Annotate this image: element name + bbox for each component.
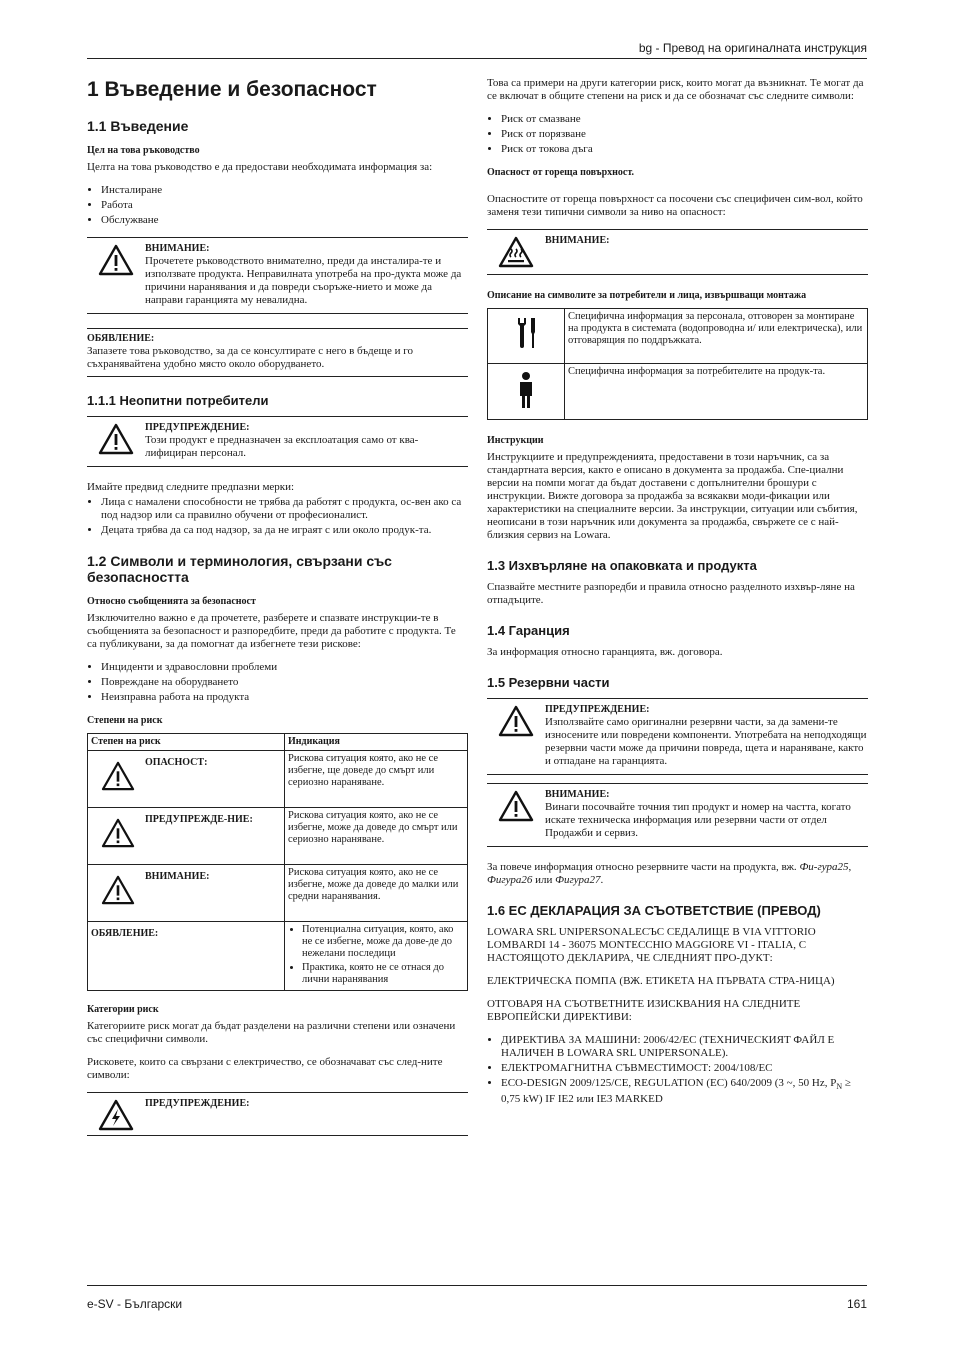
- spare-parts-caution: [487, 783, 868, 847]
- list-item: • Лица с намалени способности не трябва да работят с продукта, ос-вен ако са под надзор или са правилно обучени от професионалист.: [101, 496, 468, 522]
- list-item: • Повреждане на оборудването: [101, 676, 468, 689]
- warning-notice: [87, 416, 468, 467]
- risk-label: ОПАСНОСТ:: [145, 757, 208, 768]
- symbol-description: Специфична информация за персонала, отговорен за монтиране на продукта в системата (водопроводна и/ или електрическа), или отговарящия по поддръжката.: [565, 309, 868, 364]
- table-row: [488, 309, 868, 364]
- figure-link[interactable]: Фигура27: [555, 874, 601, 886]
- electrical-warning-notice: [87, 1092, 468, 1136]
- warning-triangle-icon: [101, 818, 135, 848]
- spare-parts-warning: [487, 698, 868, 775]
- section-1-2-heading: 1.2 Символи и терминология, свързани със безопасността: [87, 553, 392, 585]
- electrical-risks-text: Рисковете, които са свързани с електричество, се обозначават със след-ните символи:: [87, 1056, 443, 1081]
- notice-title: ВНИМАНИЕ:: [145, 243, 210, 254]
- list-item: • Риск от смазване: [501, 113, 868, 126]
- list-item: • Неизправна работа на продукта: [101, 691, 468, 704]
- risk-levels-subheading: Степени на риск: [87, 715, 163, 726]
- declaration-product: ЕЛЕКТРИЧЕСКА ПОМПА (ВЖ. ЕТИКЕТА НА ПЪРВАТА СТРА-НИЦА): [487, 975, 835, 987]
- caution-notice: [87, 237, 468, 314]
- notice-text: Използвайте само оригинални резервни части, за да замени-те износените или повредени компоненти. Употребата на неподходящи резервни части може да причини повреда, щета и нараняване, както и отпадане на гаранцията.: [545, 716, 867, 767]
- warning-triangle-icon: [101, 875, 135, 905]
- safety-messages-text: Изключително важно е да прочетете, разберете и спазвате инструкции-те в съобщенията за безопасност и разпоредбите, преди да работите с продукта. Те са публикувани, за да помогнат да избегнете тези рискове:: [87, 612, 456, 650]
- table-row: [488, 364, 868, 420]
- notice-text: Запазете това ръководство, за да се консултирате с него в бъдеще и го съхранявайтена удобно място около оборудването.: [87, 345, 414, 370]
- tools-icon: [513, 316, 539, 352]
- notice-block: [87, 328, 468, 377]
- table-header: Индикация: [285, 734, 468, 751]
- list-item: • Потенциална ситуация, която, ако не се избегне, може да дове-де до нежелани последици: [302, 924, 464, 960]
- declaration-directives-intro: ОТГОВАРЯ НА СЪОТВЕТНИТЕ ИЗИСКВАНИЯ НА СЛЕДНИТЕ ЕВРОПЕЙСКИ ДИРЕКТИВИ:: [487, 998, 801, 1023]
- figure-link[interactable]: Фи-гура25: [799, 861, 849, 873]
- warning-triangle-icon: [98, 423, 134, 455]
- list-item: • Работа: [101, 199, 468, 212]
- right-column: [487, 77, 868, 1116]
- section-1-4-heading: 1.4 Гаранция: [487, 623, 570, 638]
- precautions-list: [87, 496, 468, 537]
- purpose-list: [87, 184, 468, 227]
- symbols-subheading: Описание на символите за потребители и лица, извършващи монтажа: [487, 290, 807, 301]
- chapter-title: 1 Въведение и безопасност: [87, 78, 377, 101]
- warning-triangle-icon: [498, 790, 534, 822]
- notice-title: ОБЯВЛЕНИЕ:: [87, 333, 155, 344]
- hot-surface-text: Опасностите от гореща повърхност са посочени със специфичен сим-вол, който заменя тези типични символи за ниво на опасност:: [487, 193, 863, 218]
- table-row: [88, 865, 468, 922]
- user-icon: [517, 371, 535, 409]
- notice-text: Прочетете ръководството внимателно, преди да инсталира-те и използвате продукта. Неправилната употреба на про-дукта може да причини наранявания и да повреди съоръже-нието и може да направи гаранцията му невалидна.: [145, 255, 462, 306]
- risk-categories-subheading: Категории риск: [87, 1004, 159, 1015]
- precautions-intro: Имайте предвид следните предпазни мерки:: [87, 481, 295, 493]
- notice-title: ПРЕДУПРЕЖДЕНИЕ:: [545, 704, 650, 715]
- risk-levels-table: [87, 733, 468, 991]
- table-header: Степен на риск: [88, 734, 285, 751]
- hot-surface-icon: [498, 236, 534, 268]
- risk-description: Рискова ситуация която, ако не се избегне, може да доведе до смърт или сериозно нараняване.: [285, 808, 468, 865]
- risk-description: Рискова ситуация която, ако не се избегне, ще доведе до смърт или сериозно нараняване.: [285, 751, 468, 808]
- hot-surface-notice: [487, 229, 868, 275]
- section-1-5-heading: 1.5 Резервни части: [487, 675, 610, 690]
- risks-list: [87, 661, 468, 704]
- notice-title: ПРЕДУПРЕЖДЕНИЕ:: [145, 422, 250, 433]
- running-header: bg - Превод на оригиналната инструкция: [638, 41, 867, 55]
- risk-label: ВНИМАНИЕ:: [145, 871, 210, 882]
- electric-hazard-icon: [98, 1099, 134, 1131]
- list-item: • ЕЛЕКТРОМАГНИТНА СЪВМЕСТИМОСТ: 2004/108/ЕС: [501, 1062, 868, 1075]
- notice-list: [288, 924, 464, 986]
- list-item: • ECO-DESIGN 2009/125/CE, REGULATION (EC) 640/2009 (3 ~, 50 Hz, $P_N \ge 0,75$ kW) IF IE2 или IE3 MARKED: [501, 1077, 868, 1106]
- header-rule: [87, 58, 867, 59]
- table-row: [88, 808, 468, 865]
- section-1-6-heading: 1.6 ЕС ДЕКЛАРАЦИЯ ЗА СЪОТВЕТСТВИЕ (ПРЕВОД): [487, 903, 821, 918]
- instructions-subheading: Инструкции: [487, 435, 544, 446]
- list-item: • Риск от порязване: [501, 128, 868, 141]
- notice-title: ПРЕДУПРЕЖДЕНИЕ:: [145, 1098, 250, 1109]
- risk-categories-text: Категориите риск могат да бъдат разделени на различни степени или означени със специфични символи.: [87, 1020, 456, 1045]
- table-row: [88, 922, 468, 991]
- other-risks-text: Това са примери на други категории риск, които могат да възникнат. Те могат да се включат в общите степени на риск и да се обозначат със следните символи:: [487, 77, 864, 102]
- table-row: [88, 751, 468, 808]
- reference-text: За повече информация относно резервните части на продукта, вж.: [487, 861, 797, 873]
- risk-description: Рискова ситуация която, ако не се избегне, може да доведе до малки или средни наранявания.: [285, 865, 468, 922]
- notice-text: Винаги посочвайте точния тип продукт и номер на частта, когато искате техническа информация или резервни части от отдел Продажби и сервиз.: [545, 801, 851, 839]
- purpose-text: Целта на това ръководство е да предостави необходимата информация за:: [87, 161, 433, 173]
- list-item: • Инсталиране: [101, 184, 468, 197]
- list-item: • ДИРЕКТИВА ЗА МАШИНИ: 2006/42/ЕС (ТЕХНИЧЕСКИЯТ ФАЙЛ Е НАЛИЧЕН В LOWARA SRL UNIPERSONALE).: [501, 1034, 868, 1060]
- warning-triangle-icon: [101, 761, 135, 791]
- other-risks-list: [487, 113, 868, 156]
- notice-title: ВНИМАНИЕ:: [545, 789, 610, 800]
- user-symbols-table: [487, 308, 868, 420]
- section-1-1-1-heading: 1.1.1 Неопитни потребители: [87, 393, 269, 408]
- section-1-1-heading: 1.1 Въведение: [87, 118, 189, 134]
- notice-title: ВНИМАНИЕ:: [545, 235, 610, 246]
- page-number: 161: [846, 1297, 867, 1311]
- notice-text: Този продукт е предназначен за експлоатация само от ква-лифициран персонал.: [145, 434, 419, 459]
- disposal-text: Спазвайте местните разпоредби и правила относно разделното изхвър-ляне на отпадъците.: [487, 581, 855, 606]
- spare-parts-reference: За повече информация относно резервните части на продукта, вж. Фи-гура25, Фигура26 или Фигура27.: [487, 861, 852, 886]
- list-item: • Обслужване: [101, 214, 468, 227]
- risk-label: ОБЯВЛЕНИЕ:: [91, 928, 159, 939]
- left-column: [87, 74, 468, 1150]
- list-item: • Инциденти и здравословни проблеми: [101, 661, 468, 674]
- list-item: • Риск от токова дъга: [501, 143, 868, 156]
- list-item: • Децата трябва да са под надзор, за да не играят с или около продук-та.: [101, 524, 468, 537]
- purpose-subheading: Цел на това ръководство: [87, 145, 200, 156]
- list-item: • Практика, която не се отнася до лични наранявания: [302, 962, 464, 986]
- footer-product: e-SV - Български: [87, 1297, 183, 1311]
- risk-label: ПРЕДУПРЕЖДЕ-НИЕ:: [145, 814, 253, 825]
- section-1-3-heading: 1.3 Изхвърляне на опаковката и продукта: [487, 558, 757, 573]
- safety-messages-subheading: Относно съобщенията за безопасност: [87, 596, 256, 607]
- warranty-text: За информация относно гаранцията, вж. договора.: [487, 646, 723, 658]
- warning-triangle-icon: [98, 244, 134, 276]
- figure-link[interactable]: Фигура26: [487, 874, 533, 886]
- declaration-text: LOWARA SRL UNIPERSONALEСЪС СЕДАЛИЩЕ В VIA VITTORIO LOMBARDI 14 - 36075 MONTECCHIO MAGGIORE VI - ITALIA, С НАСТОЯЩОТО ДЕКЛАРИРА, ЧЕ СЛЕДНИЯТ ПРО-ДУКТ:: [487, 926, 816, 964]
- footer-rule: [87, 1285, 867, 1286]
- symbol-description: Специфична информация за потребителите на продук-та.: [565, 364, 868, 420]
- directives-list: [487, 1034, 868, 1106]
- instructions-text: Инструкциите и предупрежденията, предоставени в този наръчник, са за стандартната версия, както е описано в документа за продажба. Спе-циални версии на помпи могат да бъдат доставени с допълнителни брошури с инструкции. Вижте договора за продажба за всякакви моди-фикации или характеристики на специалните версии. За инструкции, ситуации или събития, неописани в този наръчник или документа за продажба, свържете се с най-близкия сервиз на Lowara.: [487, 451, 858, 541]
- hot-surface-subheading: Опасност от гореща повърхност.: [487, 167, 635, 178]
- warning-triangle-icon: [498, 705, 534, 737]
